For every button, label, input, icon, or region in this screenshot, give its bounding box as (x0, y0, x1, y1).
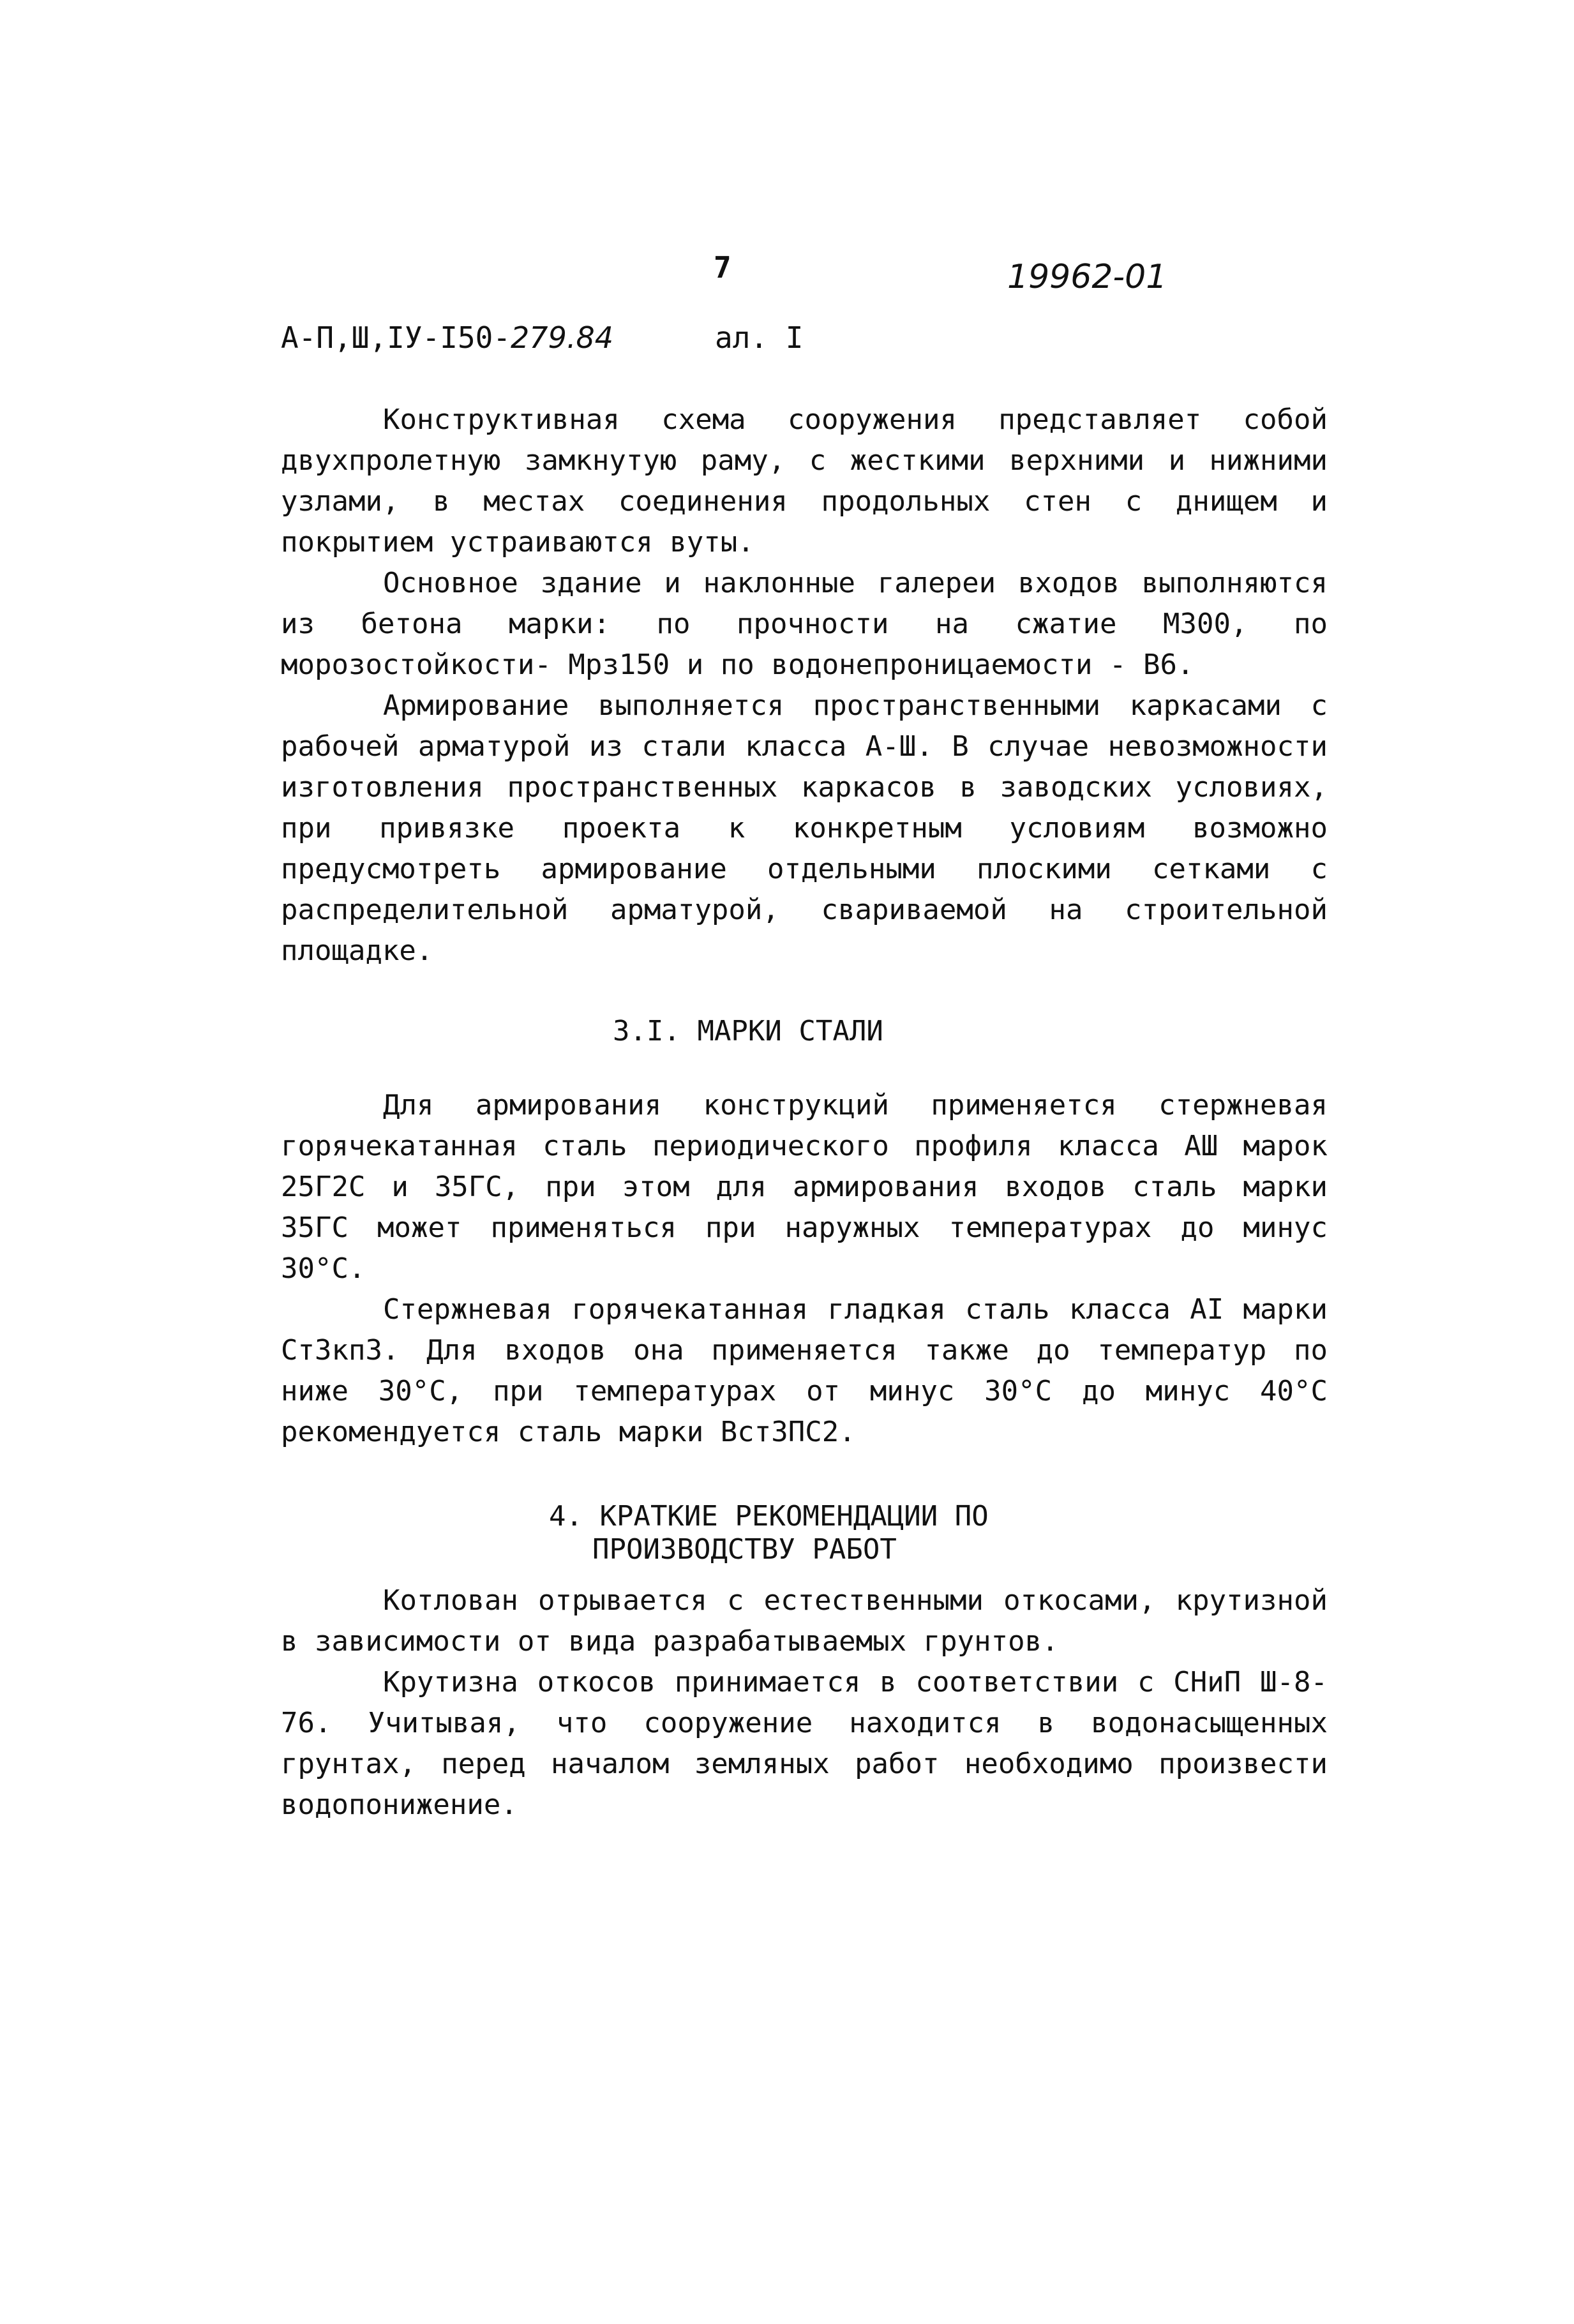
paragraph: Стержневая горячекатанная гладкая сталь класса АI марки Ст3кп3. Для входов она применяется также до температур по ниже 30°С, при температурах от минус 30°С до минус 40°С рекомендуется сталь марки Вст3ПС2. (281, 1293, 1328, 1448)
intro-section (281, 400, 1328, 971)
paragraph: Для армирования конструкций применяется стержневая горячекатанная сталь периодического профиля класса АШ марок 25Г2С и 35ГС, при этом для армирования входов сталь марки 35ГС может применяться при наружных температурах до минус 30°С. (281, 1089, 1328, 1285)
series-code-typed: А-П,Ш,IУ-I50- (281, 320, 511, 355)
paragraph: Конструктивная схема сооружения представляет собой двухпролетную замкнутую раму, с жесткими верхними и нижними узлами, в местах соединения продольных стен с днищем и покрытием устраиваются вуты. (281, 403, 1328, 559)
steel-grades-section (281, 1085, 1328, 1453)
page-number: 7 (714, 250, 731, 285)
paragraph: Котлован отрывается с естественными откосами, крутизной в зависимости от вида разрабатываемых грунтов. (281, 1584, 1328, 1658)
paragraph: Основное здание и наклонные галереи входов выполняются из бетона марки: по прочности на сжатие М300, по морозостойкости- Мрз150 и по водонепроницаемости - В6. (281, 567, 1328, 681)
section-heading-work-recommendations (549, 1500, 989, 1566)
heading-line: ПРОИЗВОДСТВУ РАБОТ (592, 1533, 897, 1566)
paragraph: Крутизна откосов принимается в соответствии с СНиП Ш-8-76. Учитывая, что сооружение находится в водонасыщенных грунтах, перед началом земляных работ необходимо произвести водопонижение. (281, 1666, 1328, 1821)
section-heading-steel-grades: 3.I. МАРКИ СТАЛИ (613, 1015, 883, 1047)
series-code-handwritten: 279.84 (511, 320, 613, 355)
sheet-label: ал. I (715, 320, 804, 355)
document-number: 19962-01 (1007, 258, 1167, 296)
heading-line: 4. КРАТКИЕ РЕКОМЕНДАЦИИ ПО (549, 1500, 989, 1533)
paragraph: Армирование выполняется пространственными каркасами с рабочей арматурой из стали класса А-Ш. В случае невозможности изготовления пространственных каркасов в заводских условиях, при привязке проекта к конкретным условиям возможно предусмотреть армирование отдельными плоскими сетками с распределительной арматурой, свариваемой на строительной площадке. (281, 689, 1328, 967)
work-recommendations-section (281, 1580, 1328, 1825)
series-code (281, 320, 613, 355)
